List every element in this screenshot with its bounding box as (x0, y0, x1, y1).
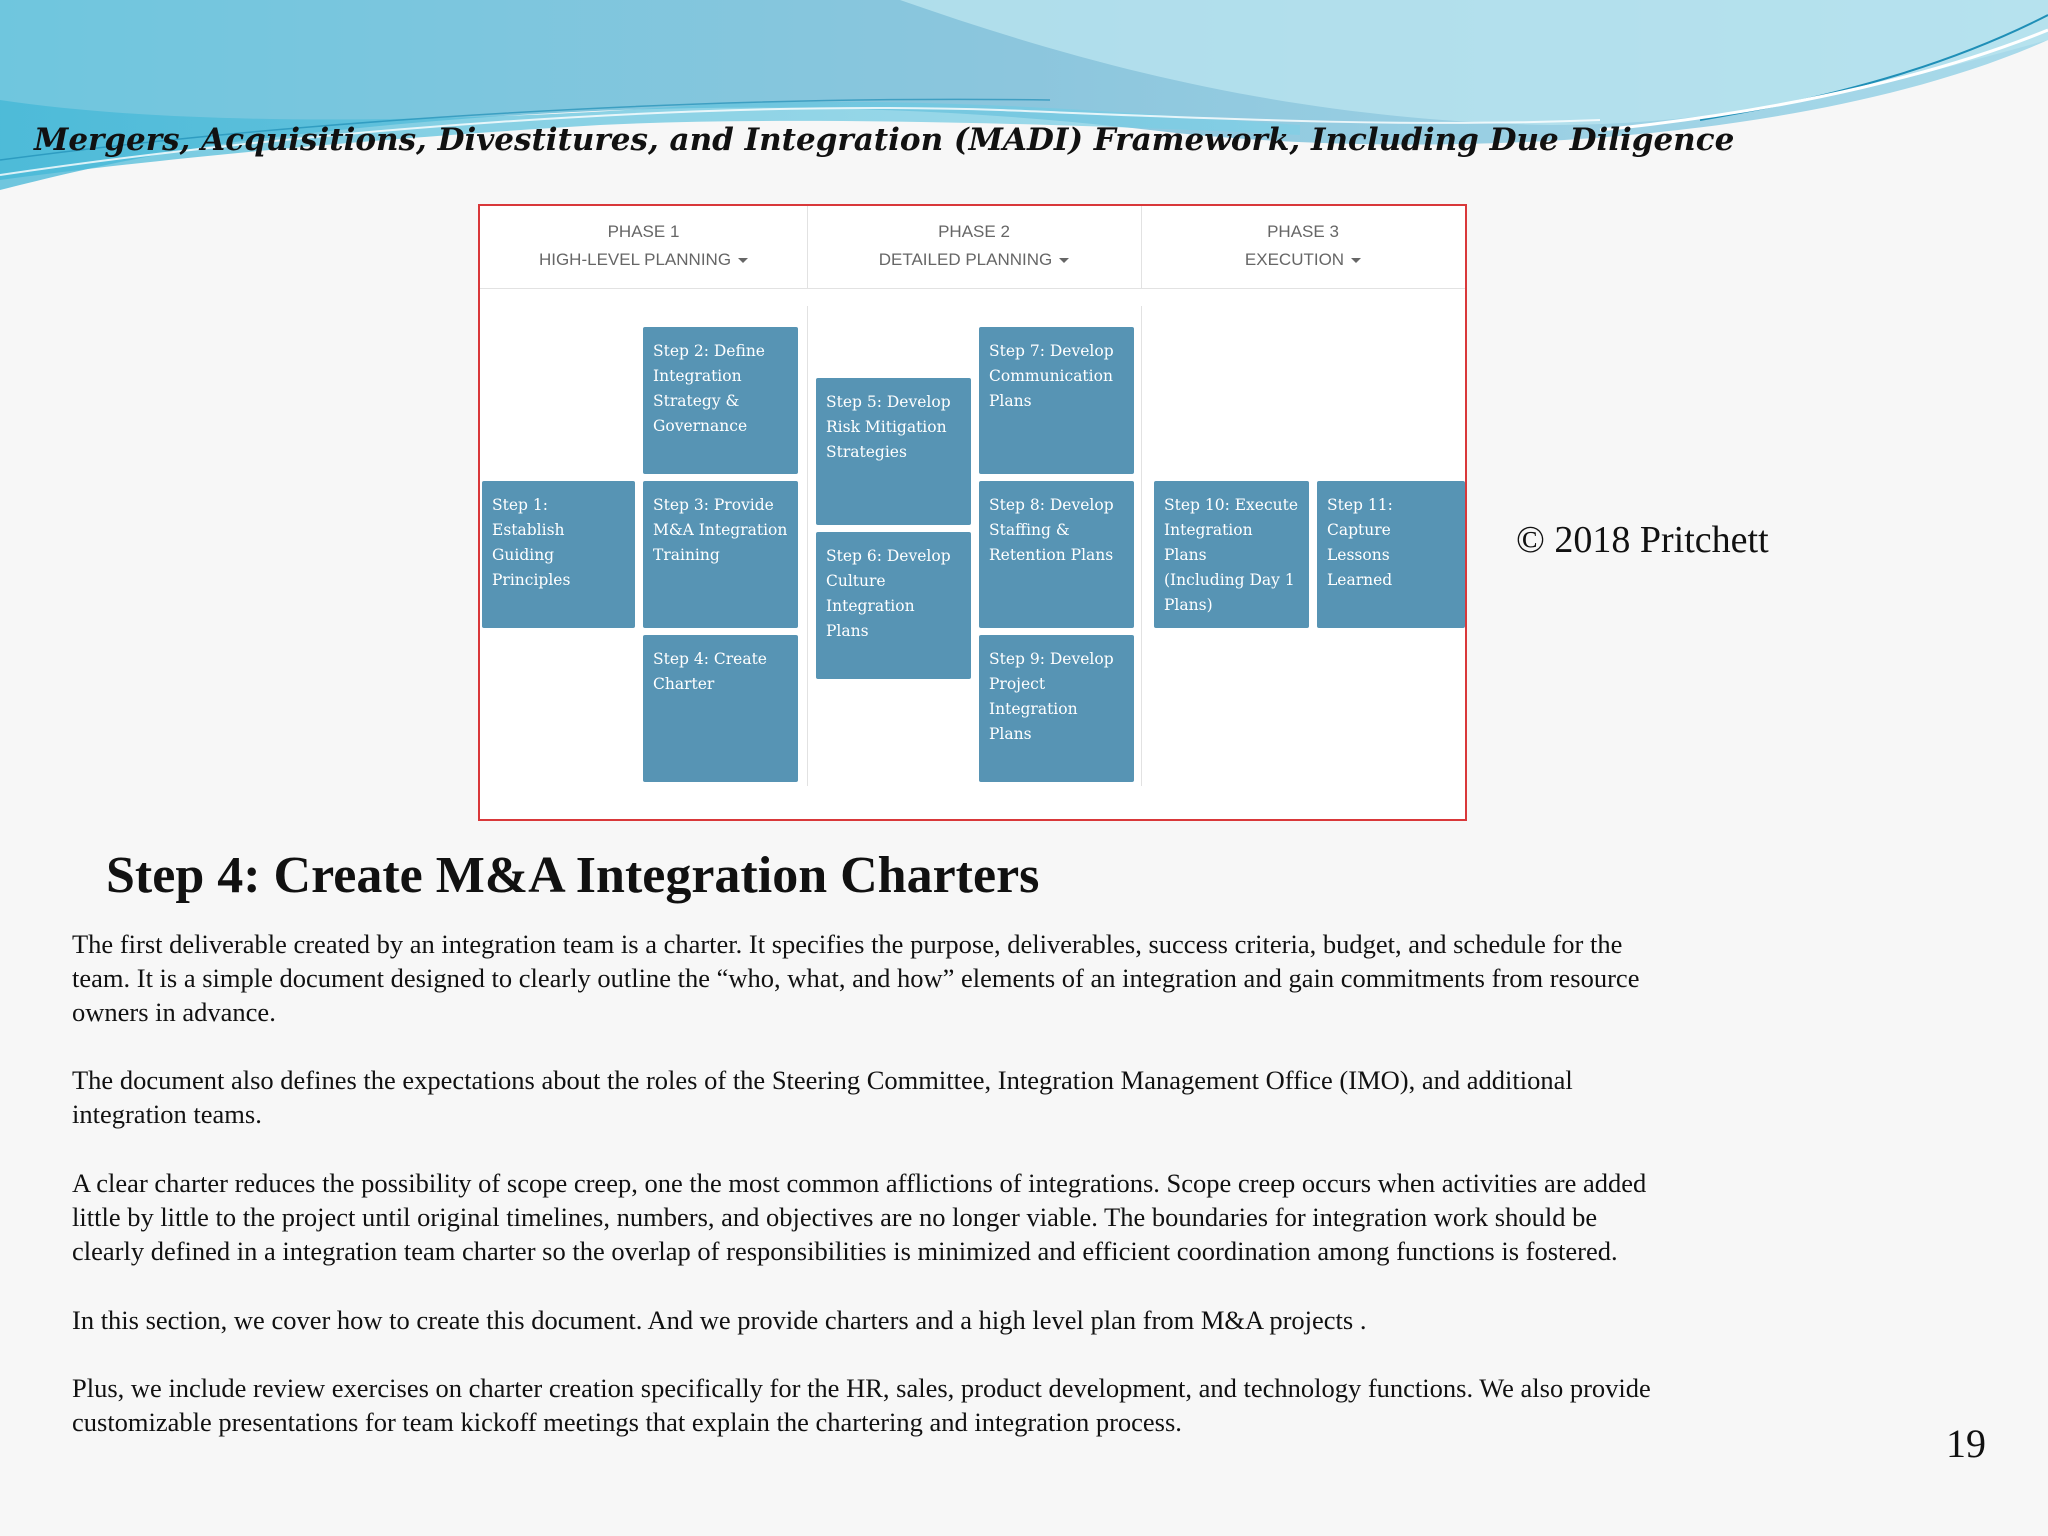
phase-1-name: HIGH-LEVEL PLANNING (538, 250, 732, 269)
step-4-create-charter[interactable]: Step 4: Create Charter (643, 635, 798, 782)
phase-2-name: DETAILED PLANNING (878, 250, 1053, 269)
paragraph-1: The first deliverable created by an integration team is a charter. It specifies the purpose, deliverables, success criteria, budget, and schedule for the team. It is a simple document designed to clearly outline the “who, what, and how” elements of an integration and gain commitments from resource owners in advance. (72, 929, 1640, 1027)
phase-3-header[interactable] (1141, 206, 1465, 288)
page-number: 19 (1946, 1421, 1986, 1466)
caret-down-icon (1351, 258, 1361, 263)
step-10-execute-integration-plans[interactable]: Step 10: Execute Integration Plans (Including Day 1 Plans) (1154, 481, 1309, 628)
phase-2-header[interactable] (807, 206, 1141, 288)
phase-3-name: EXECUTION (1244, 250, 1345, 269)
phase-1-header[interactable] (480, 206, 807, 288)
madi-framework-diagram (478, 204, 1467, 821)
slide-title: Mergers, Acquisitions, Divestitures, and Integration (MADI) Framework, Including Due Diligence (34, 122, 1735, 158)
paragraph-5: Plus, we include review exercises on charter creation specifically for the HR, sales, product development, and technology functions. We also provide customizable presentations for team kickoff meetings that explain the chartering and integration process. (72, 1373, 1651, 1437)
phase-2-number: PHASE 2 (938, 222, 1010, 241)
phase-divider (807, 306, 808, 786)
step-3-provide-integration-training[interactable]: Step 3: Provide M&A Integration Training (643, 481, 798, 628)
phase-3-number: PHASE 3 (1267, 222, 1339, 241)
step-11-capture-lessons-learned[interactable]: Step 11: Capture Lessons Learned (1317, 481, 1465, 628)
paragraph-2: The document also defines the expectations about the roles of the Steering Committee, Integration Management Office (IMO), and additional integration teams. (72, 1065, 1573, 1129)
section-heading: Step 4: Create M&A Integration Charters (106, 847, 1040, 904)
step-7-develop-communication-plans[interactable]: Step 7: Develop Communication Plans (979, 327, 1134, 474)
phase-divider (807, 206, 808, 288)
step-8-develop-staffing-retention[interactable]: Step 8: Develop Staffing & Retention Plans (979, 481, 1134, 628)
paragraph-3: A clear charter reduces the possibility of scope creep, one the most common afflictions of integrations. Scope creep occurs when activities are added little by little to the project until original timelines, numbers, and objectives are no longer viable. The boundaries for integration work should be clearly defined in a integration team charter so the overlap of responsibilities is minimized and efficient coordination among functions is fostered. (72, 1168, 1647, 1266)
caret-down-icon (1059, 258, 1069, 263)
caret-down-icon (738, 258, 748, 263)
phase-divider (1141, 206, 1142, 288)
step-5-develop-risk-mitigation[interactable]: Step 5: Develop Risk Mitigation Strategies (816, 378, 971, 525)
phase-1-number: PHASE 1 (607, 222, 680, 241)
step-2-define-integration-strategy[interactable]: Step 2: Define Integration Strategy & Governance (643, 327, 798, 474)
phase-divider (1141, 306, 1142, 786)
step-9-develop-project-plans[interactable]: Step 9: Develop Project Integration Plans (979, 635, 1134, 782)
step-6-develop-culture-plans[interactable]: Step 6: Develop Culture Integration Plans (816, 532, 971, 679)
phase-header-row (480, 206, 1465, 289)
paragraph-4: In this section, we cover how to create this document. And we provide charters and a high level plan from M&A projects . (72, 1305, 1367, 1335)
copyright-notice: © 2018 Pritchett (1516, 519, 1769, 561)
step-1-establish-guiding-principles[interactable]: Step 1: Establish Guiding Principles (482, 481, 635, 628)
